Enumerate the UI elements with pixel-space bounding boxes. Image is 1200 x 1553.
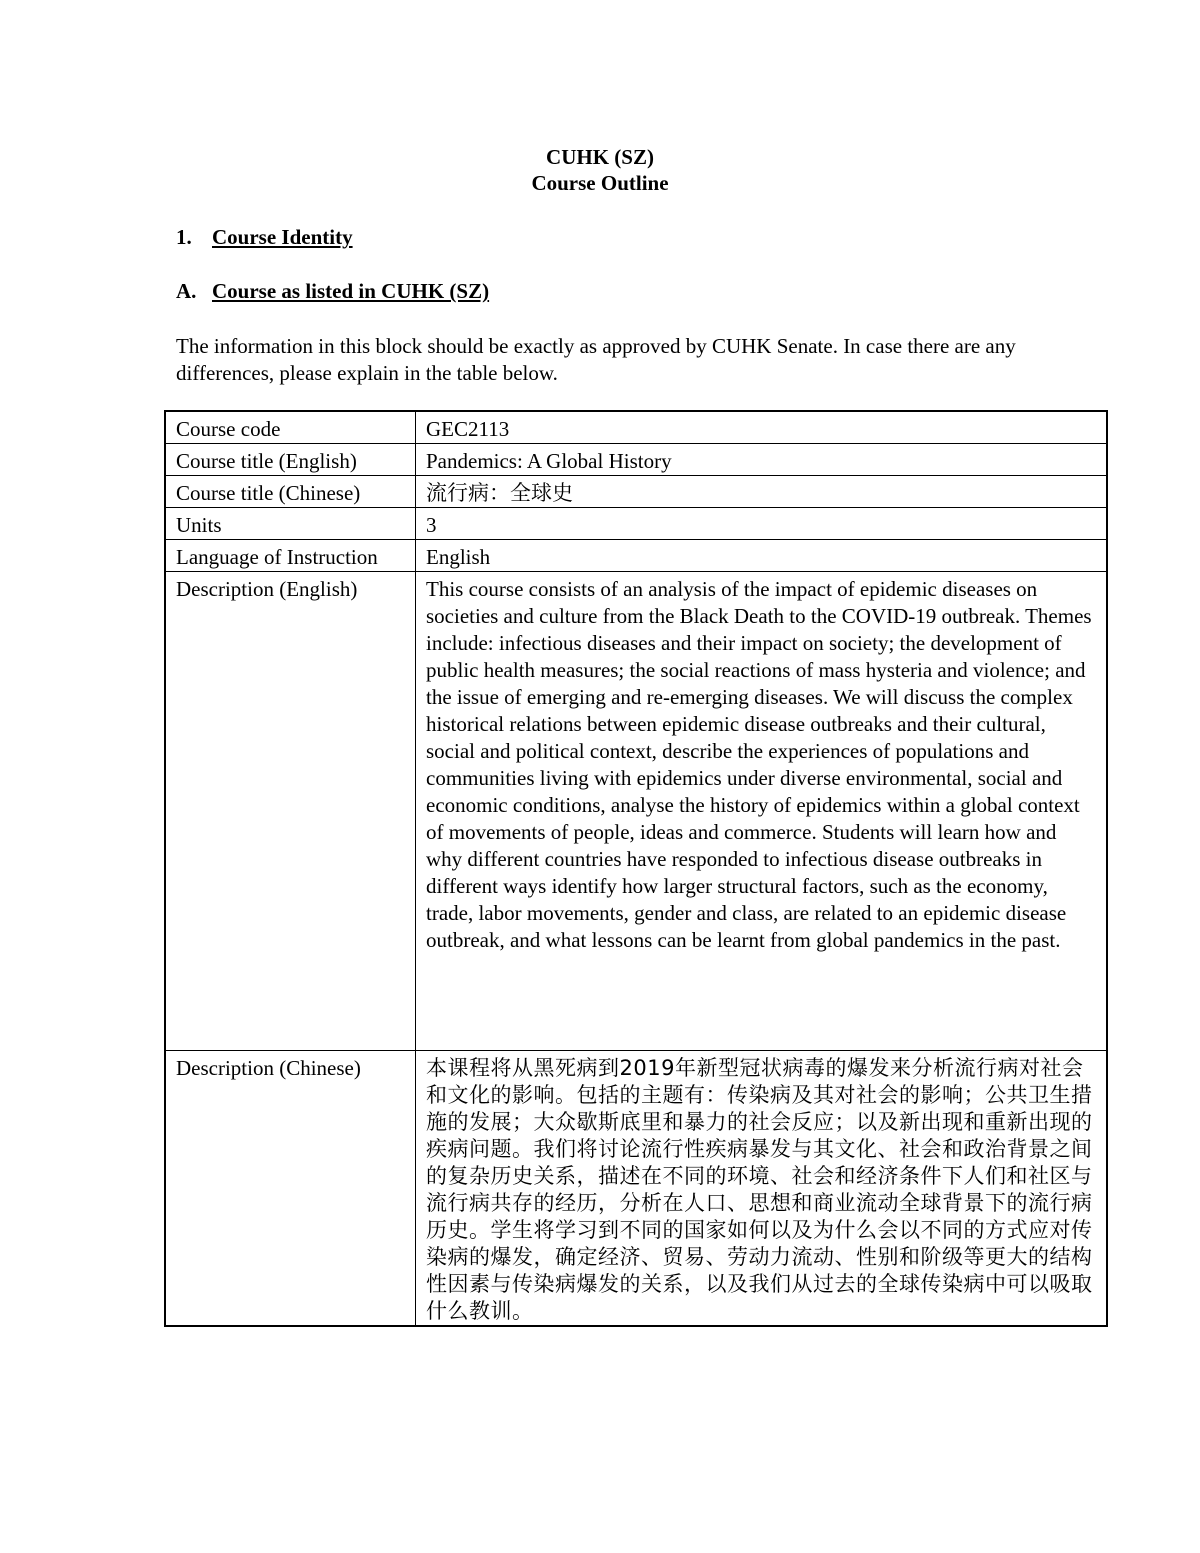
section-title: Course Identity bbox=[212, 225, 353, 249]
table-row bbox=[165, 540, 1107, 572]
course-info-table bbox=[164, 410, 1108, 1327]
section-number: 1. bbox=[176, 225, 192, 249]
row-value-language: English bbox=[416, 540, 1108, 572]
row-value-description-chinese: 本课程将从黑死病到2019年新型冠状病毒的爆发来分析流行病对社会和文化的影响。包括的主题有：传染病及其对社会的影响；公共卫生措施的发展；大众歇斯底里和暴力的社会反应；以及新出现和重新出现的疾病问题。我们将讨论流行性疾病暴发与其文化、社会和政治背景之间的复杂历史关系，描述在不同的环境、社会和经济条件下人们和社区与流行病共存的经历，分析在人口、思想和商业流动全球背景下的流行病历史。学生将学习到不同的国家如何以及为什么会以不同的方式应对传染病的爆发，确定经济、贸易、劳动力流动、性别和阶级等更大的结构性因素与传染病爆发的关系，以及我们从过去的全球传染病中可以吸取什么教训。 bbox=[416, 1051, 1108, 1327]
row-label-description-chinese: Description (Chinese) bbox=[165, 1051, 416, 1327]
subsection-heading-course-listing bbox=[176, 278, 489, 304]
row-label-language: Language of Instruction bbox=[165, 540, 416, 572]
row-label-units: Units bbox=[165, 508, 416, 540]
table-row bbox=[165, 476, 1107, 508]
row-value-description-english: This course consists of an analysis of the impact of epidemic diseases on societies and culture from the Black Death to the COVID-19 outbreak. Themes include: infectious diseases and their impact on society; the development of public health measures; the social reactions of mass hysteria and violence; and the issue of emerging and re-emerging diseases. We will discuss the complex historical relations between epidemic disease outbreaks and their cultural, social and political context, describe the experiences of populations and communities living with epidemics under diverse environmental, social and economic conditions, analyse the history of epidemics within a global context of movements of people, ideas and commerce. Students will learn how and why different countries have responded to infectious disease outbreaks in different ways identify how larger structural factors, such as the economy, trade, labor movements, gender and class, are related to an epidemic disease outbreak, and what lessons can be learnt from global pandemics in the past. bbox=[416, 572, 1108, 1051]
row-label-title-english: Course title (English) bbox=[165, 444, 416, 476]
section-heading-course-identity bbox=[176, 224, 353, 250]
subsection-letter: A. bbox=[176, 279, 197, 303]
row-value-course-code: GEC2113 bbox=[416, 411, 1108, 444]
row-value-title-chinese: 流行病：全球史 bbox=[416, 476, 1108, 508]
row-label-course-code: Course code bbox=[165, 411, 416, 444]
row-label-description-english: Description (English) bbox=[165, 572, 416, 1051]
document-title: Course Outline bbox=[531, 171, 669, 195]
table-row bbox=[165, 572, 1107, 1051]
institution-title: CUHK (SZ) bbox=[546, 145, 654, 169]
table-row bbox=[165, 508, 1107, 540]
row-value-title-english: Pandemics: A Global History bbox=[416, 444, 1108, 476]
table-row bbox=[165, 1051, 1107, 1327]
table-row bbox=[165, 444, 1107, 476]
subsection-title: Course as listed in CUHK (SZ) bbox=[212, 279, 490, 303]
row-value-units: 3 bbox=[416, 508, 1108, 540]
row-label-title-chinese: Course title (Chinese) bbox=[165, 476, 416, 508]
intro-paragraph: The information in this block should be exactly as approved by CUHK Senate. In case there are any differences, please explain in the table below. bbox=[176, 334, 1016, 385]
table-row bbox=[165, 411, 1107, 444]
